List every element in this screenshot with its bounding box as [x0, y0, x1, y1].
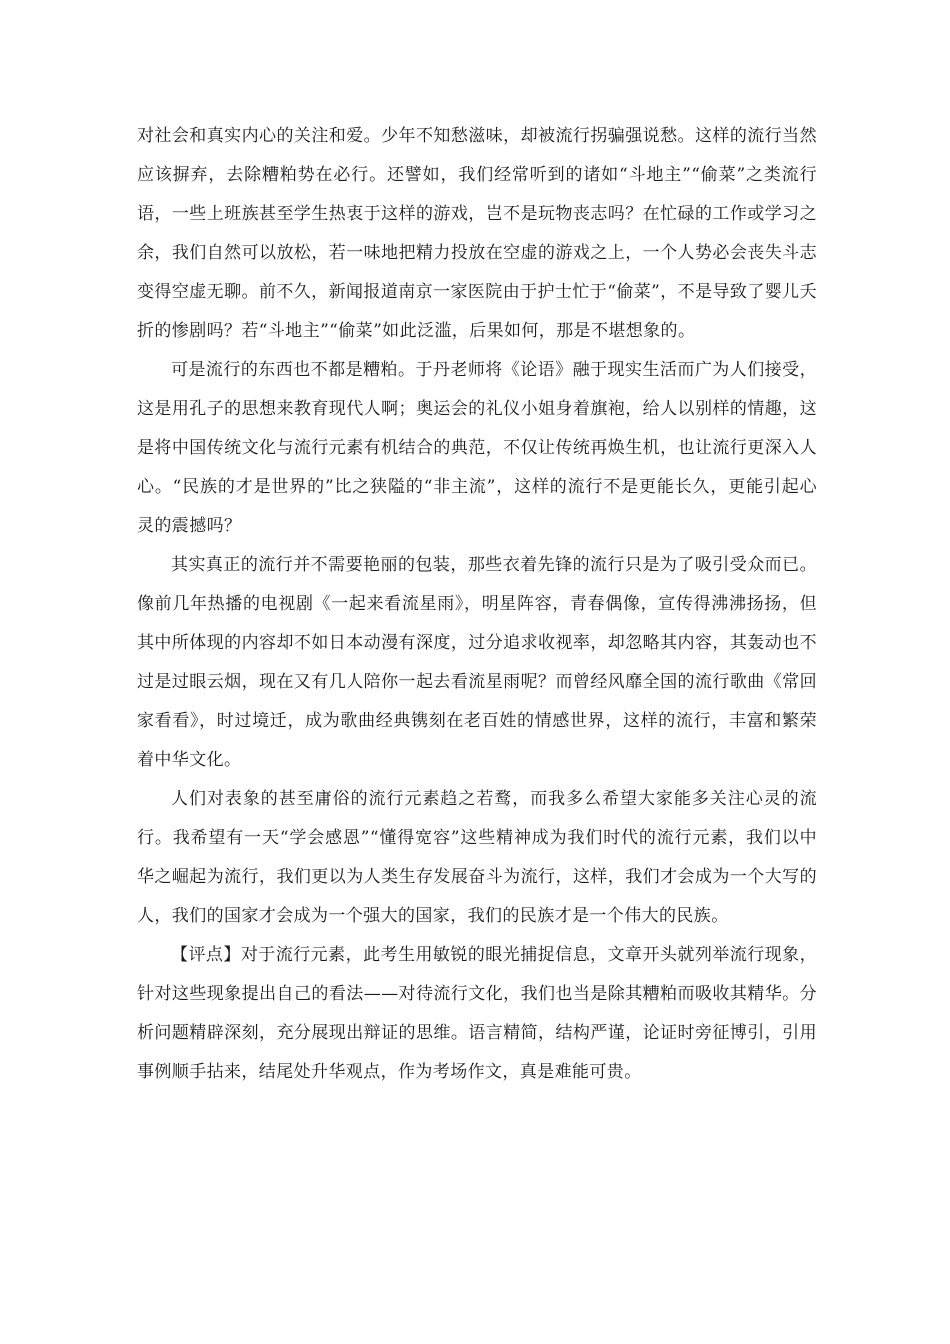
essay-body [137, 117, 817, 1092]
paragraph-spiritual-trend: 人们对表象的甚至庸俗的流行元素趋之若鹜，而我多么希望大家能多关注心灵的流行。我希望有一天“学会感恩”“懂得宽容”这些精神成为我们时代的流行元素，我们以中华之崛起为流行，我们更以为人类生存发展奋斗为流行，这样，我们才会成为一个大写的人，我们的国家才会成为一个强大的国家，我们的民族才是一个伟大的民族。 [137, 789, 817, 926]
paragraph-true-trend: 其实真正的流行并不需要艳丽的包装，那些衣着先锋的流行只是为了吸引受众而已。像前几年热播的电视剧《一起来看流星雨》，明星阵容，青春偶像，宣传得沸沸扬扬，但其中所体现的内容却不如日本动漫有深度，过分追求收视率，却忽略其内容，其轰动也不过是过眼云烟，现在又有几人陪你一起去看流星雨呢？而曾经风靡全国的流行歌曲《常回家看看》，时过境迁，成为歌曲经典镌刻在老百姓的情感世界，这样的流行，丰富和繁荣着中华文化。 [137, 555, 817, 770]
paragraph-commentary: 【评点】对于流行元素，此考生用敏锐的眼光捕捉信息，文章开头就列举流行现象，针对这些现象提出自己的看法——对待流行文化，我们也当是除其糟粕而吸收其精华。分析问题精辟深刻，充分展现出辩证的思维。语言精简，结构严谨，论证时旁征博引，引用事例顺手拈来，结尾处升华观点，作为考场作文，真是难能可贵。 [137, 945, 817, 1082]
paragraph-continuation: 对社会和真实内心的关注和爱。少年不知愁滋味，却被流行拐骗强说愁。这样的流行当然应该摒弃，去除糟粕势在必行。还譬如，我们经常听到的诸如“斗地主”“偷菜”之类流行语，一些上班族甚至学生热衷于这样的游戏，岂不是玩物丧志吗？在忙碌的工作或学习之余，我们自然可以放松，若一味地把精力投放在空虚的游戏之上，一个人势必会丧失斗志变得空虚无聊。前不久，新闻报道南京一家医院由于护士忙于“偷菜”，不是导致了婴儿夭折的惨剧吗？若“斗地主”“偷菜”如此泛滥，后果如何，那是不堪想象的。 [137, 126, 817, 341]
paragraph-tradition: 可是流行的东西也不都是糟粕。于丹老师将《论语》融于现实生活而广为人们接受，这是用孔子的思想来教育现代人啊；奥运会的礼仪小姐身着旗袍，给人以别样的情趣，这是将中国传统文化与流行元素有机结合的典范，不仅让传统再焕生机，也让流行更深入人心。“民族的才是世界的”比之狭隘的“非主流”，这样的流行不是更能长久，更能引起心灵的震撼吗？ [137, 360, 817, 536]
